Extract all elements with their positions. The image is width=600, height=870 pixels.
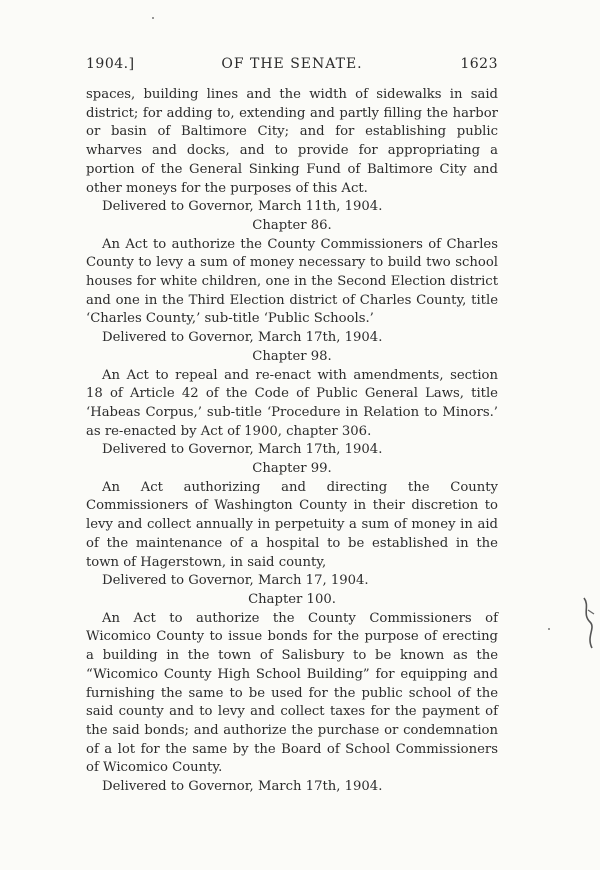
delivery-note: Delivered to Governor, March 17, 1904. bbox=[102, 573, 369, 589]
entry-text: An Act authorizing and directing the County Commissioners of Washington County in their discretion to levy and collect annually in perpetuity a sum of money in aid of the maintenance of a hospital to be established in the town of Hagerstown, in said county, bbox=[86, 479, 498, 570]
chapter-heading: Chapter 86. bbox=[252, 217, 332, 233]
year-label: 1904.] bbox=[86, 56, 135, 72]
entry-text: An Act to repeal and re-enact with amendments, section 18 of Article 42 of the Code of Public General Laws, title ‘Habeas Corpus,’ sub-title ‘Procedure in Relation to Minors.’ as re-enacted by Act of 1900, chapter 306. bbox=[86, 367, 498, 439]
margin-bracket-mark bbox=[578, 596, 598, 652]
delivery-note: Delivered to Governor, March 11th, 1904. bbox=[102, 199, 383, 215]
entry-text: spaces, building lines and the width of sidewalks in said district; for adding to, extending and partly filling the harbor or basin of Baltimore City; and for establishing public wharves and docks, and to provide for appropriating a portion of the General Sinking Fund of Baltimore City and other moneys for the purposes of this Act. bbox=[86, 87, 498, 196]
scan-speck bbox=[152, 17, 154, 19]
entry-text: An Act to authorize the County Commissioners of Wicomico County to issue bonds for the purpose of erecting a building in the town of Salisbury to be known as the “Wicomico County High School Building” for equipping and furnishing the same to be used for the public school of the said county and to levy and collect taxes for the payment of the said bonds; and authorize the purchase or condemnation of a lot for the same by the Board of School Commissioners of Wicomico County. bbox=[86, 610, 498, 776]
chapter-heading: Chapter 100. bbox=[248, 591, 336, 607]
delivery-note: Delivered to Governor, March 17th, 1904. bbox=[102, 779, 383, 795]
running-head bbox=[86, 56, 498, 78]
document-page bbox=[86, 56, 498, 797]
body-text bbox=[86, 86, 498, 797]
chapter-heading: Chapter 98. bbox=[252, 348, 332, 364]
page-title: OF THE SENATE. bbox=[221, 56, 363, 72]
scan-speck bbox=[548, 628, 550, 630]
entry-text: An Act to authorize the County Commissioners of Charles County to levy a sum of money necessary to build two school houses for white children, one in the Second Election district and one in the Third Election district of Charles County, title ‘Charles County,’ sub-title ‘Public Schools.’ bbox=[86, 236, 498, 327]
page-number: 1623 bbox=[460, 56, 498, 72]
delivery-note: Delivered to Governor, March 17th, 1904. bbox=[102, 442, 383, 458]
chapter-heading: Chapter 99. bbox=[252, 461, 332, 477]
delivery-note: Delivered to Governor, March 17th, 1904. bbox=[102, 330, 383, 346]
